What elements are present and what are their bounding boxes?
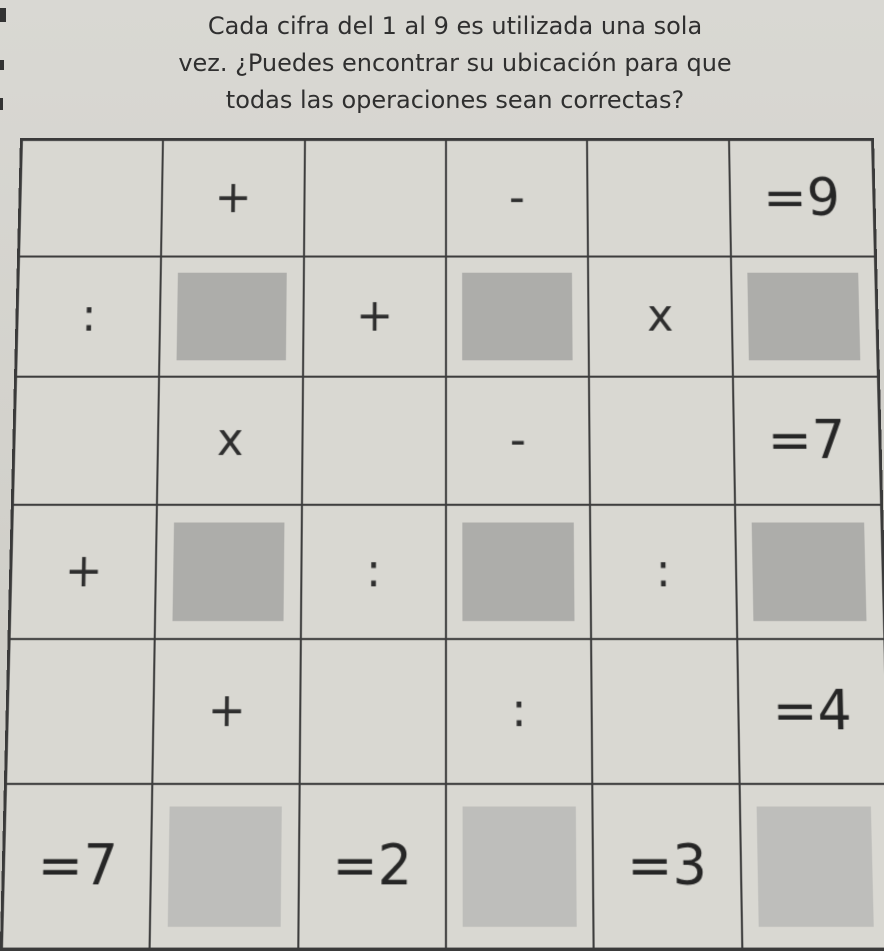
result-label: =7 [36,833,119,899]
result-cell [3,785,154,948]
result-label: =9 [762,167,841,229]
operator-cell [447,141,589,258]
edge-mark [0,60,4,70]
shaded-block [752,523,867,621]
shaded-cell [736,506,884,640]
operator-label: + [355,289,394,342]
result-label: =3 [626,833,708,899]
operator-label: x [216,413,244,467]
instructions-line-1: Cada cifra del 1 al 9 es utilizada una sola [207,12,703,40]
puzzle-instructions [60,8,850,119]
operator-cell [162,141,305,258]
digit-cell[interactable] [20,141,164,258]
result-label: =4 [771,679,853,744]
shaded-cell [151,785,300,948]
shaded-block [462,273,572,360]
digit-cell[interactable] [588,141,731,258]
shaded-cell [447,785,595,948]
operator-cell [589,258,733,378]
digit-cell[interactable] [7,640,156,785]
operator-cell [302,506,447,640]
shaded-cell [740,785,884,948]
shaded-block [463,523,575,621]
operator-label: - [509,413,527,467]
instructions-line-3: todas las operaciones sean correctas? [225,86,685,114]
shaded-block [463,806,577,926]
result-cell [738,640,884,785]
instructions-line-2: vez. ¿Puedes encontrar su ubicación para que [178,49,732,77]
result-label: =7 [766,409,847,472]
result-cell [730,141,874,258]
puzzle-grid [0,138,884,951]
operator-cell [154,640,302,785]
operator-cell [591,506,738,640]
operator-label: + [207,683,247,738]
result-cell [734,378,880,506]
edge-mark [0,98,3,110]
operator-cell [447,378,591,506]
digit-cell[interactable] [300,640,447,785]
result-cell [594,785,743,948]
operator-cell [304,258,447,378]
operator-cell [158,378,303,506]
operator-label: x [646,289,674,342]
result-label: =2 [332,833,413,899]
edge-mark [0,8,6,22]
operator-cell [447,640,594,785]
shaded-block [757,806,874,926]
shaded-block [172,523,285,621]
operator-label: : [80,289,98,342]
digit-cell[interactable] [305,141,447,258]
shaded-block [748,273,861,360]
digit-cell[interactable] [303,378,447,506]
operator-label: + [64,544,104,598]
operator-cell [11,506,159,640]
operator-label: : [511,683,527,738]
shaded-cell [447,258,590,378]
operator-label: - [508,171,525,224]
digit-cell[interactable] [14,378,160,506]
shaded-cell [160,258,304,378]
digit-cell[interactable] [590,378,735,506]
shaded-block [176,273,287,360]
operator-label: + [214,171,253,224]
digit-cell[interactable] [592,640,740,785]
shaded-block [167,806,282,926]
operator-cell [17,258,162,378]
shaded-cell [447,506,592,640]
shaded-cell [156,506,303,640]
result-cell [299,785,447,948]
shaded-cell [732,258,877,378]
operator-label: : [655,544,672,598]
operator-label: : [365,544,382,598]
